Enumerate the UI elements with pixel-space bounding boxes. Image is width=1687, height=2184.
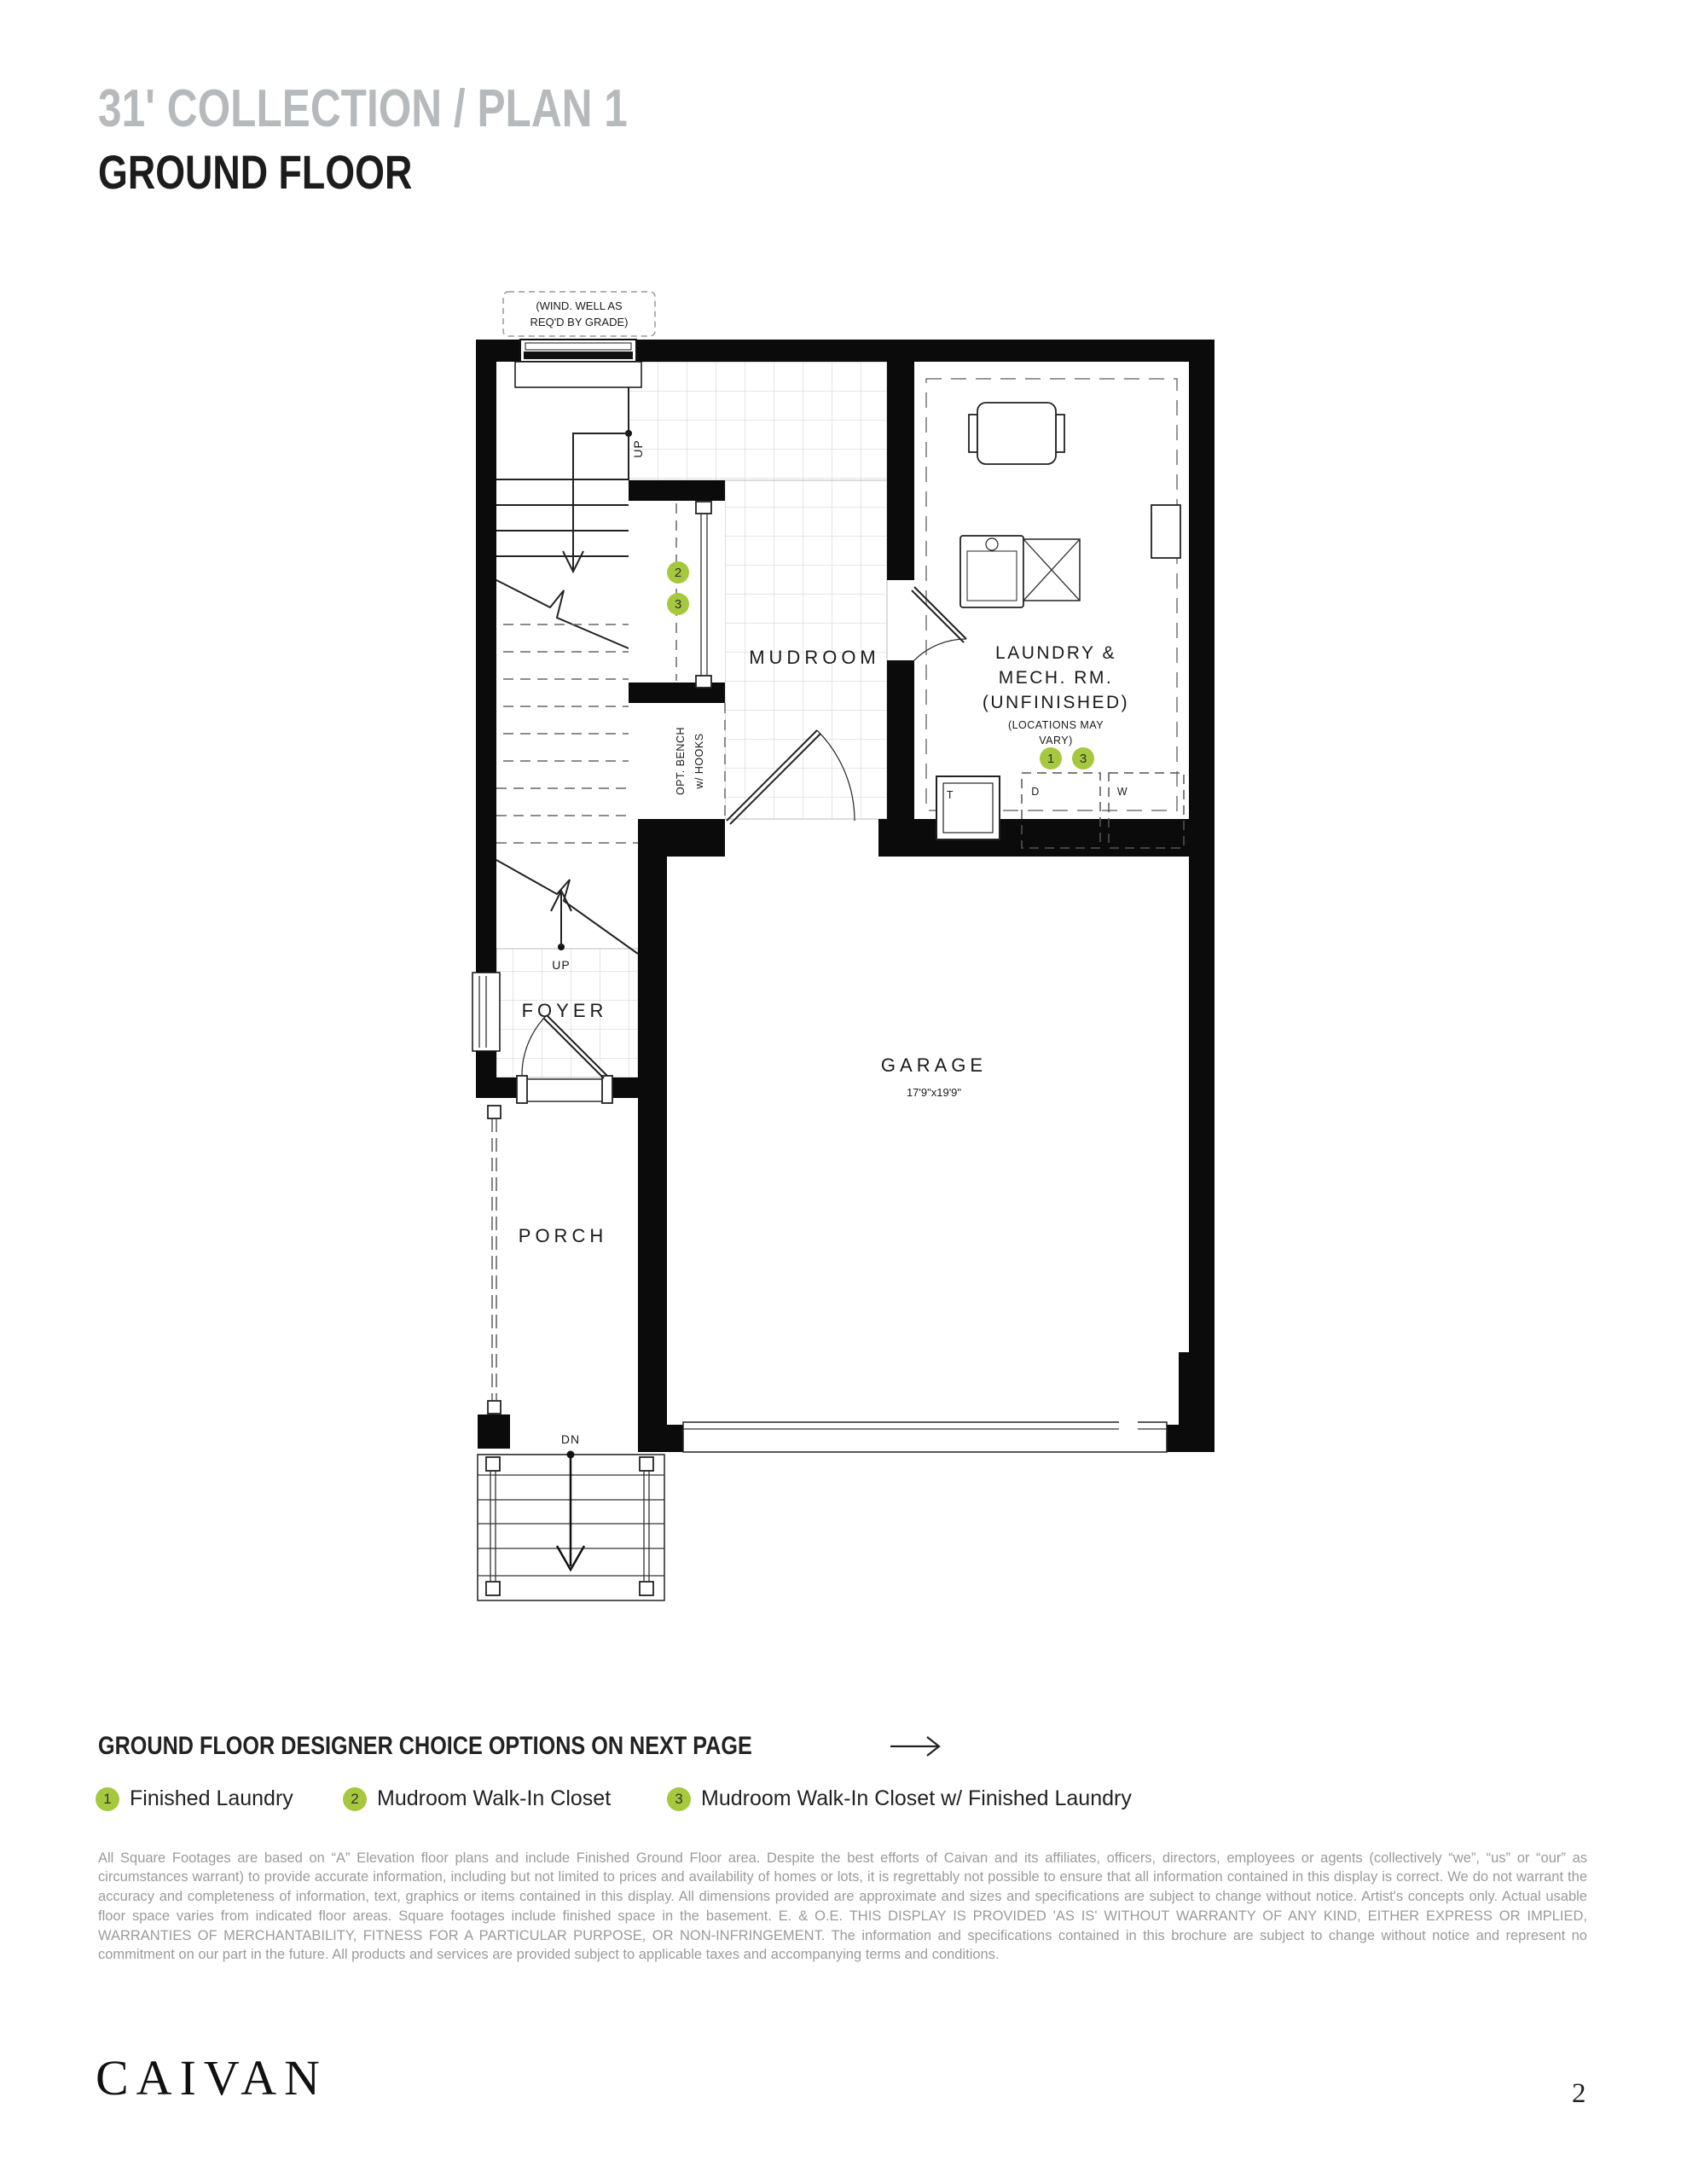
washer-label: W: [1116, 786, 1128, 798]
wall-niche: [1151, 505, 1180, 558]
svg-text:2: 2: [674, 566, 682, 580]
caivan-logo: CAIVAN: [96, 2050, 328, 2106]
window-well: [503, 292, 655, 387]
laundry-sink-icon: [960, 536, 1023, 607]
foyer-label: FOYER: [521, 1000, 608, 1021]
dn-label: DN: [560, 1432, 581, 1446]
legend-heading: GROUND FLOOR DESIGNER CHOICE OPTIONS ON NEXT PAGE: [98, 1732, 752, 1760]
laundry-mech-room: [926, 379, 1184, 848]
porch-railing: [478, 1106, 638, 1455]
option-2-label: Mudroom Walk-In Closet: [377, 1786, 612, 1810]
designer-choice-legend: [96, 1786, 1545, 1815]
stairs-down-arrow: [563, 430, 632, 572]
tank-label: T: [946, 789, 954, 801]
legend-heading-row: [98, 1732, 945, 1761]
arrow-right-icon: [889, 1734, 945, 1758]
option-2-badge: 2: [343, 1787, 367, 1811]
option-3-badge: 3: [667, 1787, 691, 1811]
floor-plan: [469, 290, 1220, 1638]
wind-well-label-line1: (WIND. WELL AS: [536, 299, 623, 312]
stairs-up-arrow: [551, 891, 571, 950]
locations-label-line1: (LOCATIONS MAY: [1007, 719, 1104, 731]
wind-well-label-line2: REQ'D BY GRADE): [530, 316, 629, 328]
page-number: 2: [1572, 2078, 1586, 2109]
laundry-label-line3: (UNFINISHED): [982, 693, 1130, 712]
garage-door: [683, 1422, 1167, 1452]
porch-label: PORCH: [518, 1225, 608, 1246]
closet-option-badge-2: [667, 561, 689, 584]
laundry-door: [912, 587, 966, 660]
closet-option-badge-3: [667, 593, 689, 615]
svg-text:1: 1: [1046, 752, 1055, 766]
legend-item-3: [667, 1786, 1132, 1811]
legend-item-2: [343, 1786, 611, 1811]
floor-plan-drawing: [469, 290, 1220, 1638]
furnace-icon: [969, 403, 1064, 464]
up-label-foyer-stairs: UP: [552, 958, 571, 972]
legend-item-1: [96, 1786, 293, 1811]
locations-label-line2: VARY): [1039, 735, 1073, 746]
legal-disclaimer: All Square Footages are based on “A” Elevation floor plans and include Finished Ground Floor area. Despite the best efforts of Caivan and its affiliates, officers, directors, employees or agents (collectively “we”, “us” or “our” as circumstances warrant) to provide accurate information, including but not limited to prices and availability of homes or lots, it is regrettably not possible to ensure that all information contained in this display is correct. We do not warrant the accuracy and completeness of information, text, graphics or items contained in this display. All dimensions provided are approximate and sizes and specifications are subject to change without notice. Artist's concepts only. Actual usable floor space varies from indicated floor areas. Square footages include finished space in the basement. E. & O.E. THIS DISPLAY IS PROVIDED 'AS IS' WITHOUT WARRANTY OF ANY KIND, EITHER EXPRESS OR IMPLIED, WARRANTIES OF MERCHANTABILITY, FITNESS FOR A PARTICULAR PURPOSE, OR NON-INFRINGEMENT. The information and specifications contained in this brochure are subject to change without notice and represent no commitment on our part in the future. All products and services are provided subject to applicable taxes and accompanying terms and conditions.: [98, 1850, 1587, 1963]
foyer-stairs: [496, 788, 638, 954]
up-label-basement-stairs: UP: [631, 439, 645, 458]
svg-text:3: 3: [1079, 752, 1087, 766]
hot-water-tank-icon: [936, 776, 1000, 839]
mudroom-label: MUDROOM: [749, 647, 880, 668]
laundry-option-badge-1: [1040, 747, 1062, 770]
mech-unit-icon: [1023, 539, 1080, 601]
laundry-label-line2: MECH. RM.: [998, 668, 1114, 688]
svg-text:3: 3: [674, 597, 682, 612]
bench-label-line1: OPT. BENCH: [675, 726, 687, 796]
laundry-option-badge-3: [1072, 747, 1094, 770]
optional-bench-area: [629, 703, 725, 819]
collection-title: 31' COLLECTION / PLAN 1: [98, 79, 628, 138]
option-1-badge: 1: [96, 1787, 119, 1811]
laundry-label-line1: LAUNDRY &: [995, 643, 1116, 663]
page-title: GROUND FLOOR: [98, 145, 413, 199]
option-1-label: Finished Laundry: [130, 1786, 293, 1810]
foyer-sidelight-window: [472, 973, 500, 1051]
bench-label-line2: w/ HOOKS: [693, 733, 705, 789]
dryer-label: D: [1031, 786, 1040, 798]
page-header: [98, 78, 760, 200]
basement-stairs: [496, 479, 629, 761]
option-3-label: Mudroom Walk-In Closet w/ Finished Laundry: [701, 1786, 1132, 1810]
garage-dims-label: 17'9"x19'9": [906, 1086, 962, 1099]
garage-label: GARAGE: [880, 1054, 988, 1076]
